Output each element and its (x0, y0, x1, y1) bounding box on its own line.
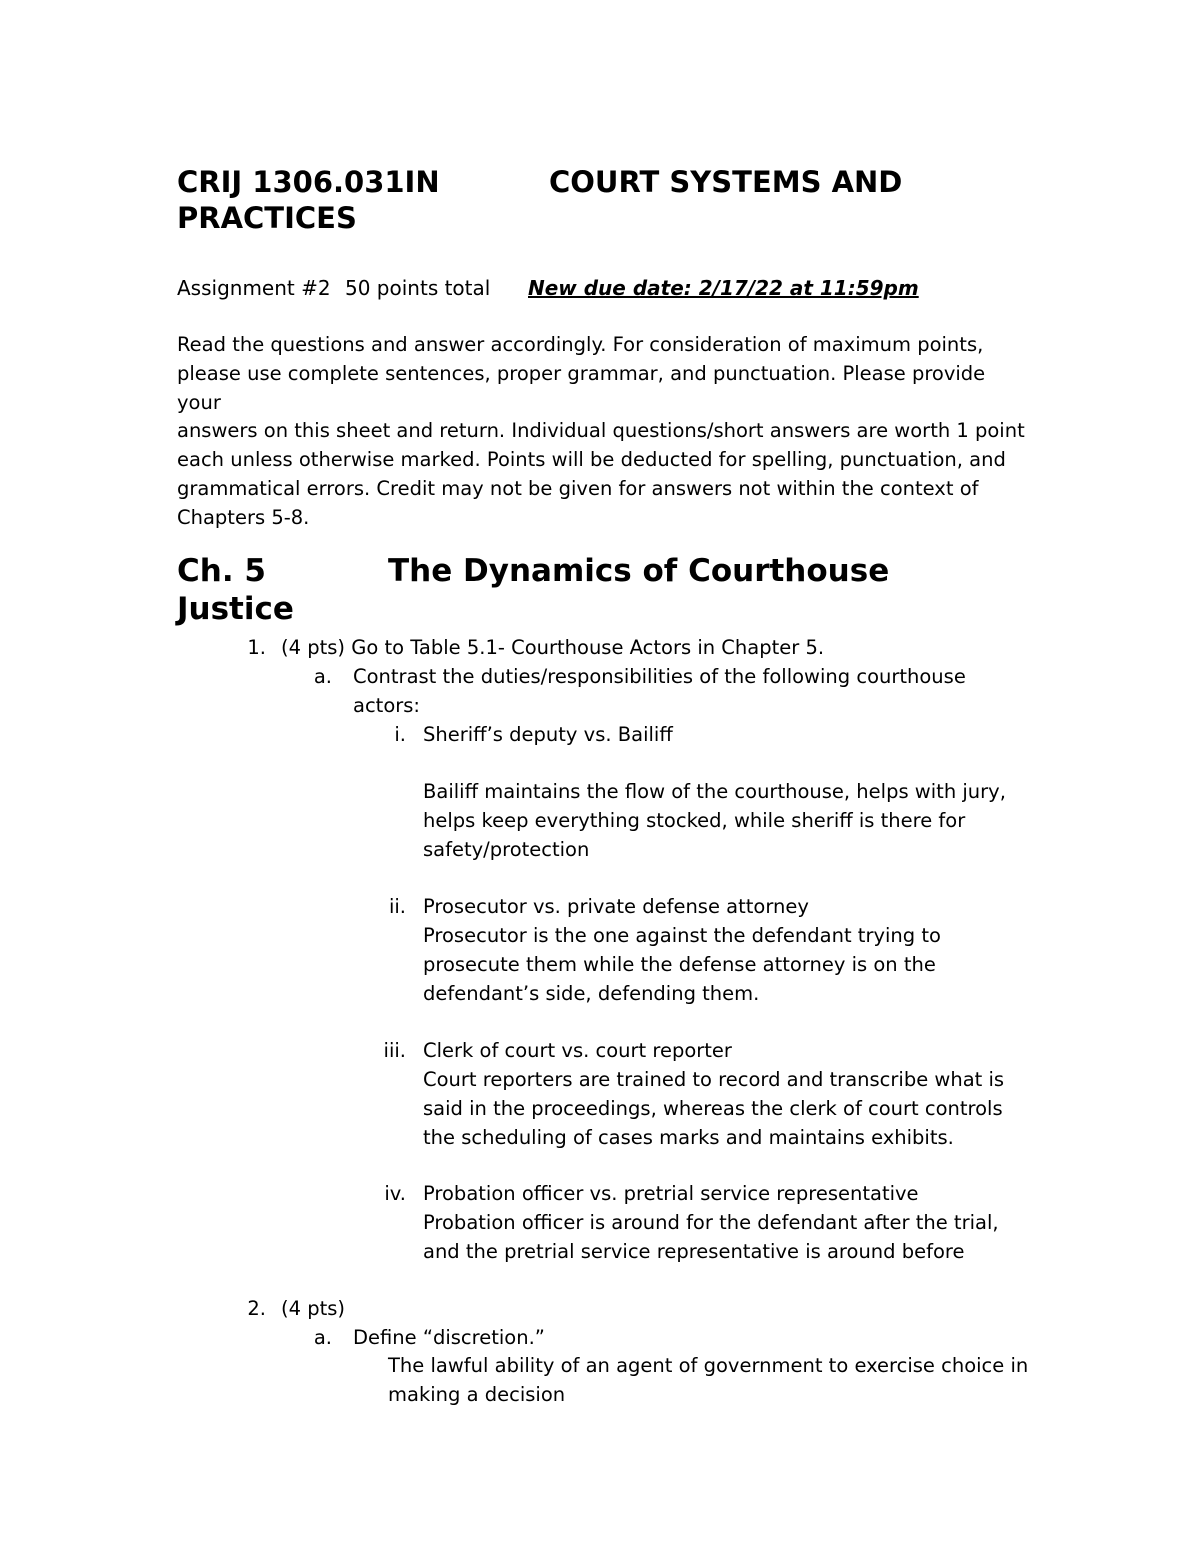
q1a-line: Contrast the duties/responsibilities of the following courthouse (353, 665, 966, 688)
assignment-points: 50 points total (345, 276, 491, 300)
q1-part-iii-answer (423, 1066, 1043, 1152)
q1-part-iii-prompt: Clerk of court vs. court reporter (423, 1039, 732, 1062)
q1-part-i-answer (423, 778, 1043, 864)
answer-line: safety/protection (423, 837, 590, 861)
q1-part-iv-answer (423, 1209, 1043, 1267)
answer-line: The lawful ability of an agent of government to exercise choice in (388, 1354, 1029, 1377)
q1-part-iii-marker: iii. (383, 1039, 406, 1062)
instructions-line: grammatical errors. Credit may not be given for answers not within the context of (177, 476, 979, 500)
q2a-marker: a. (313, 1326, 332, 1349)
instructions-line: please use complete sentences, proper grammar, and punctuation. Please provide your (177, 361, 986, 414)
answer-line: defendant’s side, defending them. (423, 981, 760, 1005)
q1-part-ii-answer (423, 922, 1043, 1008)
instructions-line: answers on this sheet and return. Individual questions/short answers are worth 1 point (177, 419, 1025, 443)
course-title (177, 164, 1037, 236)
chapter-title-line2: Justice (177, 591, 294, 627)
instructions-line: Chapters 5-8. (177, 505, 310, 529)
answer-line: Probation officer is around for the defendant after the trial, (423, 1211, 999, 1234)
q1-part-i-prompt: Sheriff’s deputy vs. Bailiff (423, 723, 673, 746)
course-title-line2: PRACTICES (177, 201, 357, 235)
q1-part-iv-marker: iv. (384, 1182, 406, 1205)
chapter-heading (177, 552, 1037, 628)
instructions-line: each unless otherwise marked. Points will be deducted for spelling, punctuation, and (177, 448, 1006, 472)
q1-part-ii-prompt: Prosecutor vs. private defense attorney (423, 895, 809, 918)
q1a-marker: a. (313, 665, 332, 688)
course-title-line1: COURT SYSTEMS AND (549, 165, 903, 199)
q1-part-iv-prompt: Probation officer vs. pretrial service representative (423, 1182, 919, 1205)
q1-marker: 1. (247, 636, 266, 659)
chapter-number: Ch. 5 (177, 553, 266, 589)
answer-line: prosecute them while the defense attorney is on the (423, 952, 936, 976)
answer-line: helps keep everything stocked, while sheriff is there for (423, 808, 966, 832)
instructions (177, 331, 1027, 533)
answer-line: Prosecutor is the one against the defendant trying to (423, 924, 941, 947)
course-code: CRIJ 1306.031IN (177, 165, 440, 199)
answer-line: making a decision (388, 1382, 566, 1406)
q1a-text (353, 663, 1033, 721)
chapter-title-line1: The Dynamics of Courthouse (388, 553, 890, 589)
answer-line: and the pretrial service representative is around before (423, 1239, 965, 1263)
q1-part-ii-marker: ii. (388, 895, 406, 918)
answer-line: Court reporters are trained to record and transcribe what is (423, 1068, 1005, 1091)
answer-line: said in the proceedings, whereas the clerk of court controls (423, 1096, 1003, 1120)
assignment-label: Assignment #2 (177, 276, 331, 300)
q2-marker: 2. (247, 1297, 266, 1320)
answer-line: the scheduling of cases marks and maintains exhibits. (423, 1125, 954, 1149)
q2a-text: Define “discretion.” (353, 1326, 545, 1349)
q2-text: (4 pts) (281, 1297, 346, 1320)
assignment-meta (177, 274, 919, 302)
q2a-answer (388, 1352, 1048, 1410)
due-date: New due date: 2/17/22 at 11:59pm (528, 276, 919, 300)
q1-part-i-marker: i. (394, 723, 406, 746)
instructions-line: Read the questions and answer accordingly. For consideration of maximum points, (177, 333, 984, 356)
answer-line: Bailiff maintains the flow of the courthouse, helps with jury, (423, 780, 1006, 803)
q1-text: (4 pts) Go to Table 5.1- Courthouse Actors in Chapter 5. (281, 636, 825, 659)
q1a-line: actors: (353, 693, 420, 717)
